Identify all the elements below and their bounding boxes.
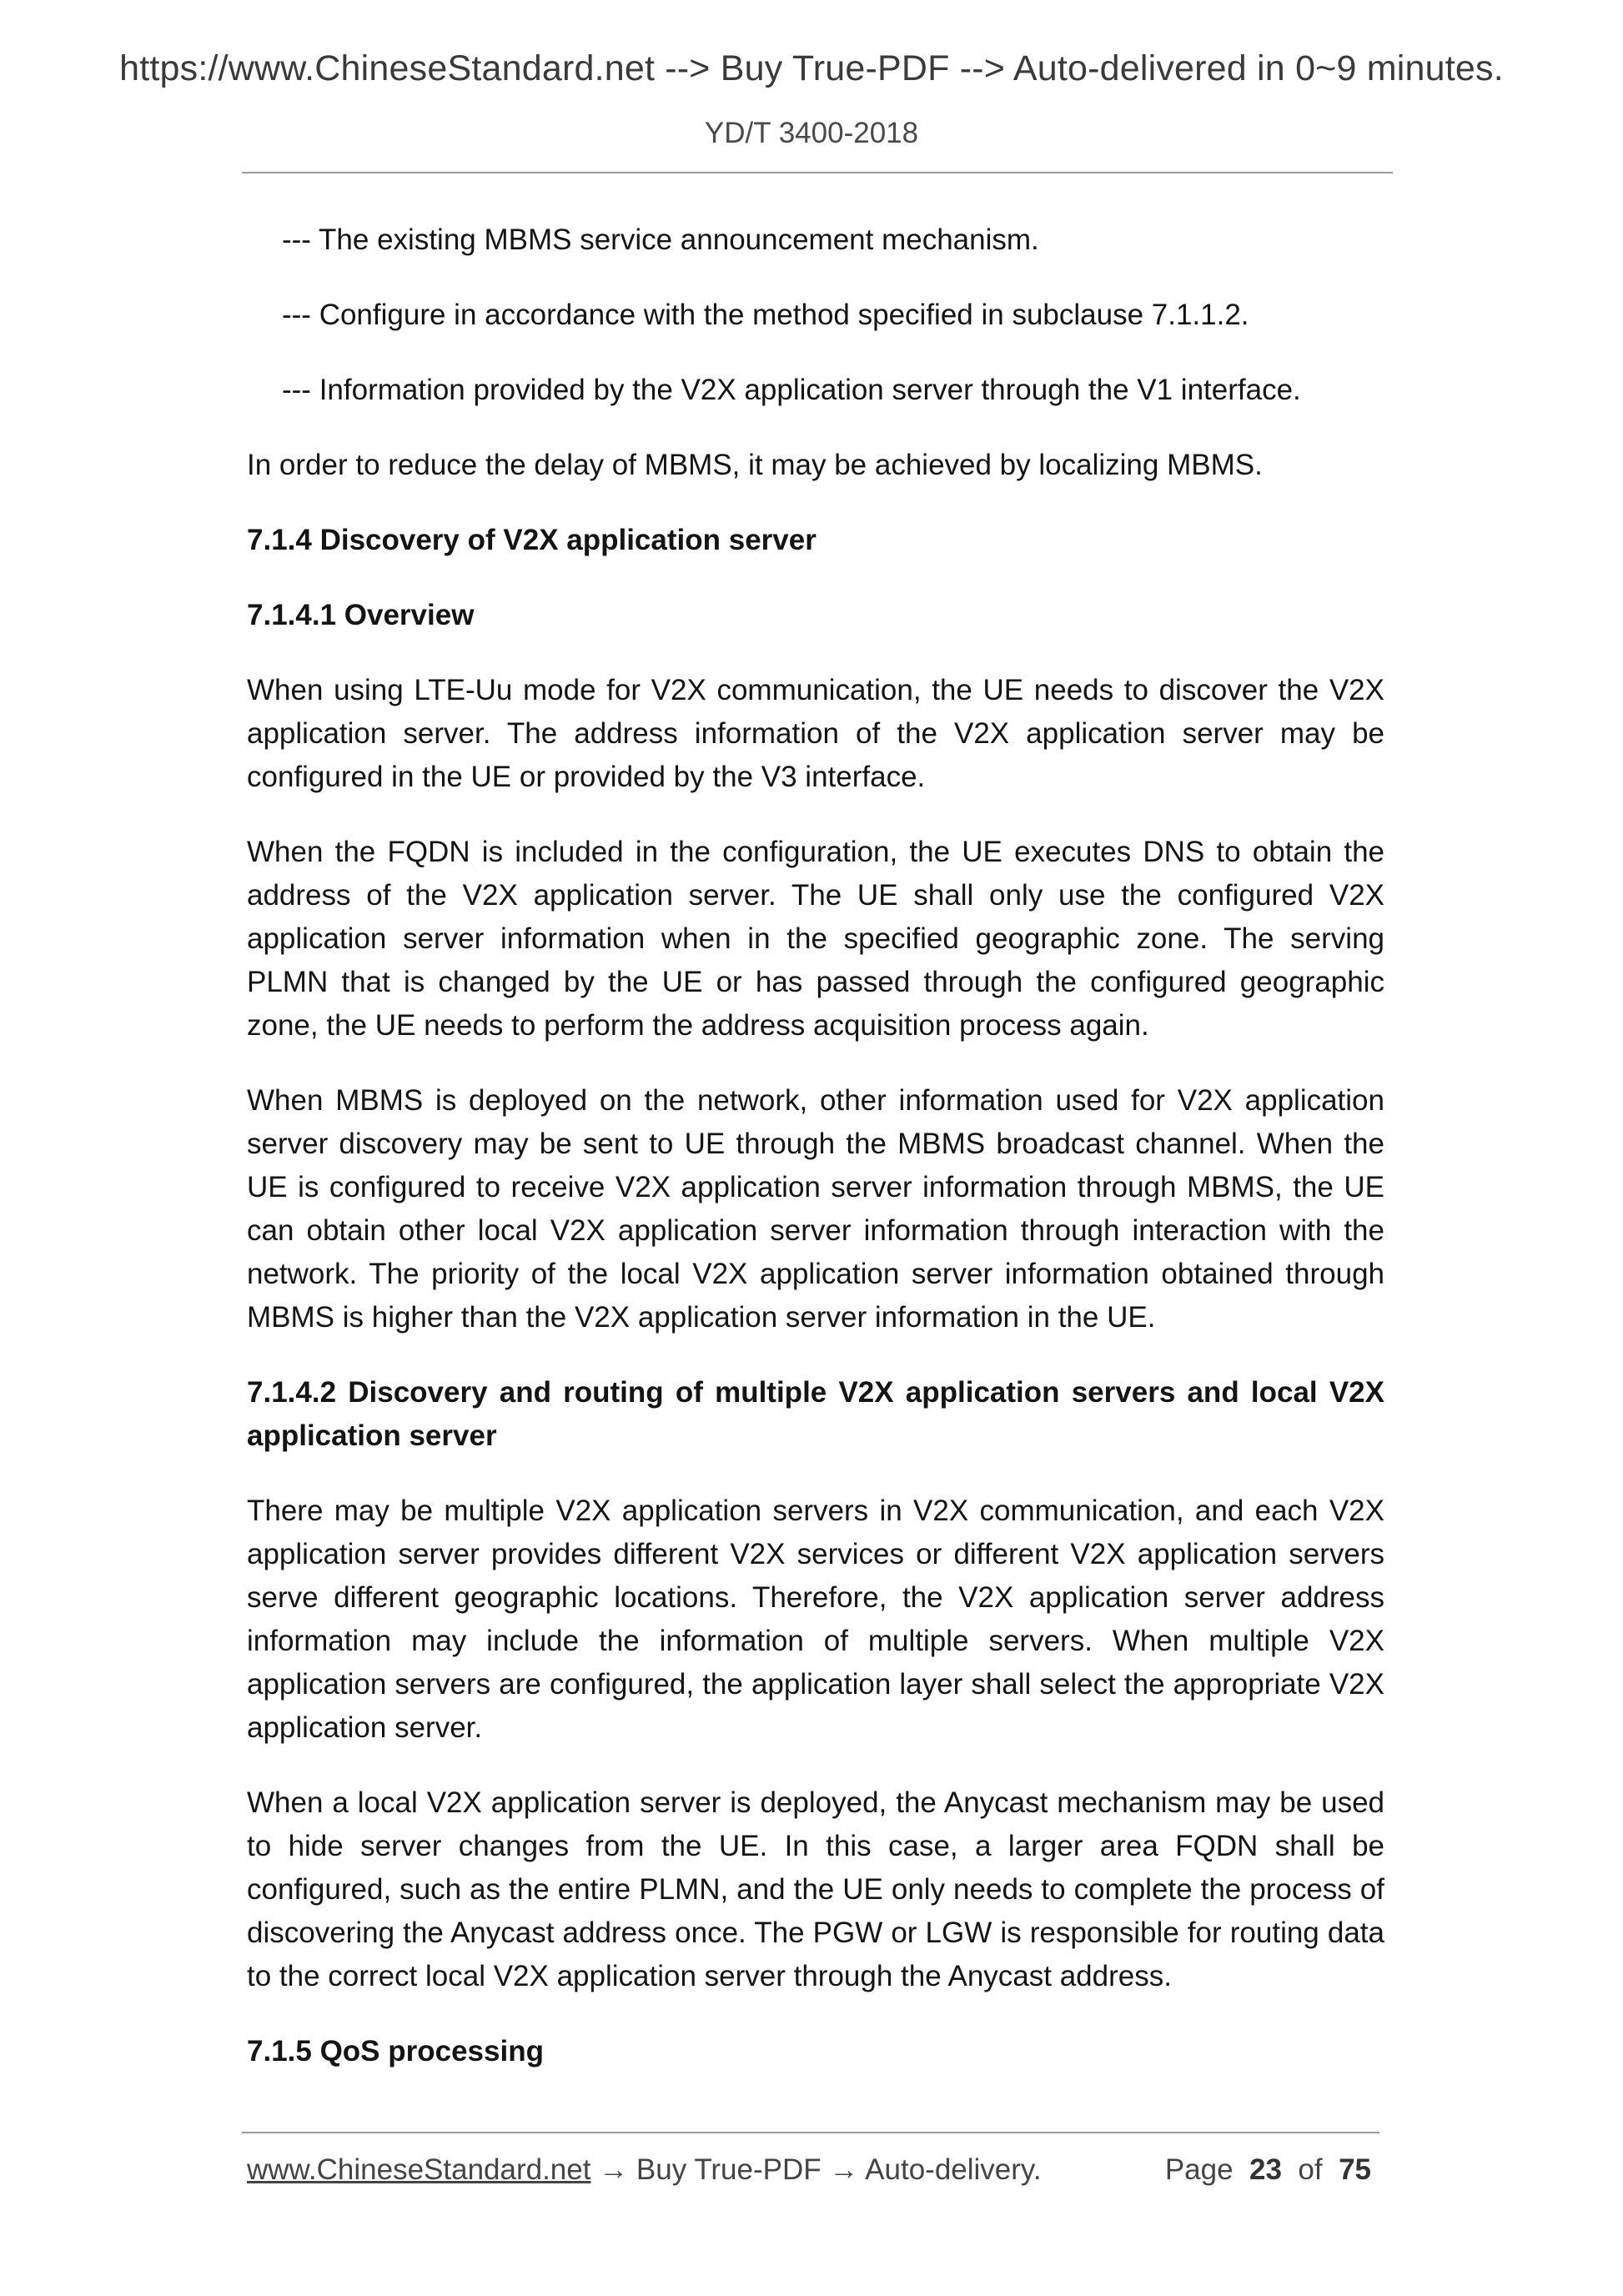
list-item: --- Information provided by the V2X application server through the V1 interface. xyxy=(282,374,1301,406)
list-item: --- Configure in accordance with the method specified in subclause 7.1.1.2. xyxy=(282,299,1249,331)
footer-promo xyxy=(247,2150,1042,2190)
footer-divider xyxy=(242,2132,1379,2133)
footer-tagline: → Buy True-PDF → Auto-delivery. xyxy=(590,2153,1042,2186)
section-heading-7-1-4-1: 7.1.4.1 Overview xyxy=(247,599,475,631)
source-banner: https://www.ChineseStandard.net --> Buy True-PDF --> Auto-delivered in 0~9 minutes. xyxy=(119,48,1504,88)
paragraph-mbms-delay: In order to reduce the delay of MBMS, it may be achieved by localizing MBMS. xyxy=(247,449,1263,481)
paragraph-overview-3: When MBMS is deployed on the network, other information used for V2X application server discovery may be sent to UE through the MBMS broadcast channel. When the UE is configured to receive V2X application server information through MBMS, the UE can obtain other local V2X application server information through interaction with the network. The priority of the local V2X application server information obtained through MBMS is higher than the V2X application server information in the UE. xyxy=(247,1084,1384,1334)
page-number xyxy=(1165,2150,1371,2190)
page-of-label: of xyxy=(1298,2153,1323,2186)
section-heading-7-1-4: 7.1.4 Discovery of V2X application server xyxy=(247,524,817,556)
section-heading-7-1-5: 7.1.5 QoS processing xyxy=(247,2035,544,2067)
paragraph-multi-servers-2: When a local V2X application server is deployed, the Anycast mechanism may be used to hide server changes from the UE. In this case, a larger area FQDN shall be configured, such as the entire PLMN, and the UE only needs to complete the process of discovering the Anycast address once. The PGW or LGW is responsible for routing data to the correct local V2X application server through the Anycast address. xyxy=(247,1786,1384,1992)
section-heading-7-1-4-2: 7.1.4.2 Discovery and routing of multiple V2X application servers and local V2X application server xyxy=(247,1376,1384,1452)
page-total: 75 xyxy=(1339,2153,1371,2186)
paragraph-overview-1: When using LTE-Uu mode for V2X communication, the UE needs to discover the V2X application server. The address information of the V2X application server may be configured in the UE or provided by the V3 interface. xyxy=(247,674,1384,793)
standard-code: YD/T 3400-2018 xyxy=(704,117,919,149)
page-label: Page xyxy=(1164,2153,1234,2186)
list-item: --- The existing MBMS service announcement mechanism. xyxy=(282,224,1039,256)
header-divider xyxy=(242,172,1393,173)
footer-site-link[interactable]: www.ChineseStandard.net xyxy=(247,2153,591,2186)
page-current: 23 xyxy=(1249,2153,1282,2186)
paragraph-overview-2: When the FQDN is included in the configuration, the UE executes DNS to obtain the address of the V2X application server. The UE shall only use the configured V2X application server information when in the specified geographic zone. The serving PLMN that is changed by the UE or has passed through the configured geographic zone, the UE needs to perform the address acquisition process again. xyxy=(247,836,1384,1042)
document-body xyxy=(247,219,1384,2105)
paragraph-multi-servers-1: There may be multiple V2X application servers in V2X communication, and each V2X application server provides different V2X services or different V2X application servers serve different geographic locations. Therefore, the V2X application server address information may include the information of multiple servers. When multiple V2X application servers are configured, the application layer shall select the appropriate V2X application server. xyxy=(247,1495,1384,1744)
